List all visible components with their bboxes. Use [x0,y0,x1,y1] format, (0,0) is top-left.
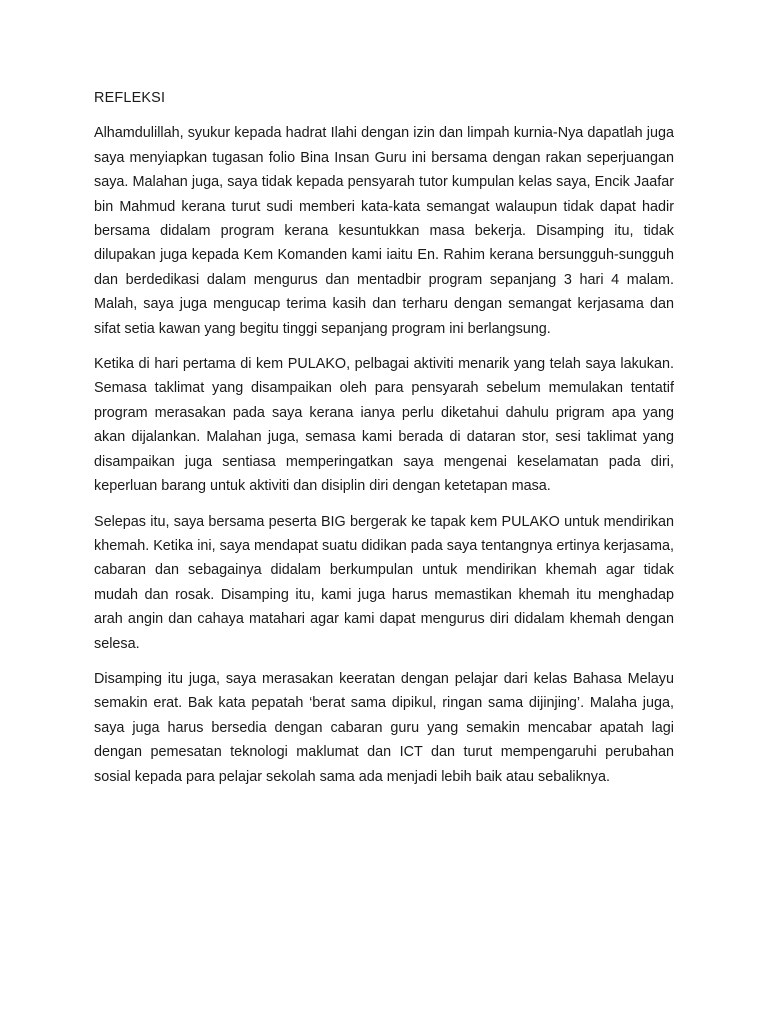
document-title: REFLEKSI [94,90,166,106]
paragraph-3: Selepas itu, saya bersama peserta BIG bergerak ke tapak kem PULAKO untuk mendirikan khemah. Ketika ini, saya mendapat suatu didikan pada saya tentangnya ertinya kerjasama, cabaran dan sebagainya didalam berkumpulan untuk mendirikan khemah agar tidak mudah dan rosak. Disamping itu, kami juga harus memastikan khemah itu menghadap arah angin dan cahaya matahari agar kami dapat mengurus diri didalam khemah dengan selesa. [94,513,674,652]
paragraph-2: Ketika di hari pertama di kem PULAKO, pelbagai aktiviti menarik yang telah saya lakukan. Semasa taklimat yang disampaikan oleh para pensyarah sebelum memulakan tentatif program merasakan pada saya kerana ianya perlu diketahui dahulu prigram apa yang akan dijalankan. Malahan juga, semasa kami berada di dataran stor, sesi taklimat yang disampaikan juga sentiasa memperingatkan saya mengenai keselamatan pada diri, keperluan barang untuk aktiviti dan disiplin diri dengan ketetapan masa. [94,356,674,495]
paragraph-1: Alhamdulillah, syukur kepada hadrat Ilahi dengan izin dan limpah kurnia-Nya dapatlah juga saya menyiapkan tugasan folio Bina Insan Guru ini bersama dengan rakan seperjuangan saya. Malahan juga, saya tidak kepada pensyarah tutor kumpulan kelas saya, Encik Jaafar bin Mahmud kerana turut sudi memberi kata-kata semangat walaupun tidak dapat hadir bersama didalam program kerana kesuntukkan masa bekerja. Disamping itu, tidak dilupakan juga kepada Kem Komanden kami iaitu En. Rahim kerana bersungguh-sungguh dan berdedikasi dalam mengurus dan mentadbir program sepanjang 3 hari 4 malam. Malah, saya juga mengucap terima kasih dan terharu dengan semangat kerjasama dan sifat setia kawan yang begitu tinggi sepanjang program ini berlangsung. [94,125,674,337]
paragraph-4: Disamping itu juga, saya merasakan keeratan dengan pelajar dari kelas Bahasa Melayu semakin erat. Bak kata pepatah ‘berat sama dipikul, ringan sama dijinjing’. Malaha juga, saya juga harus bersedia dengan cabaran guru yang semakin mencabar apatah lagi dengan pemesatan teknologi maklumat dan ICT dan turut mempengaruhi perubahan sosial kepada para pelajar sekolah sama ada menjadi lebih baik atau sebaliknya. [94,670,674,785]
document-body [94,86,674,800]
